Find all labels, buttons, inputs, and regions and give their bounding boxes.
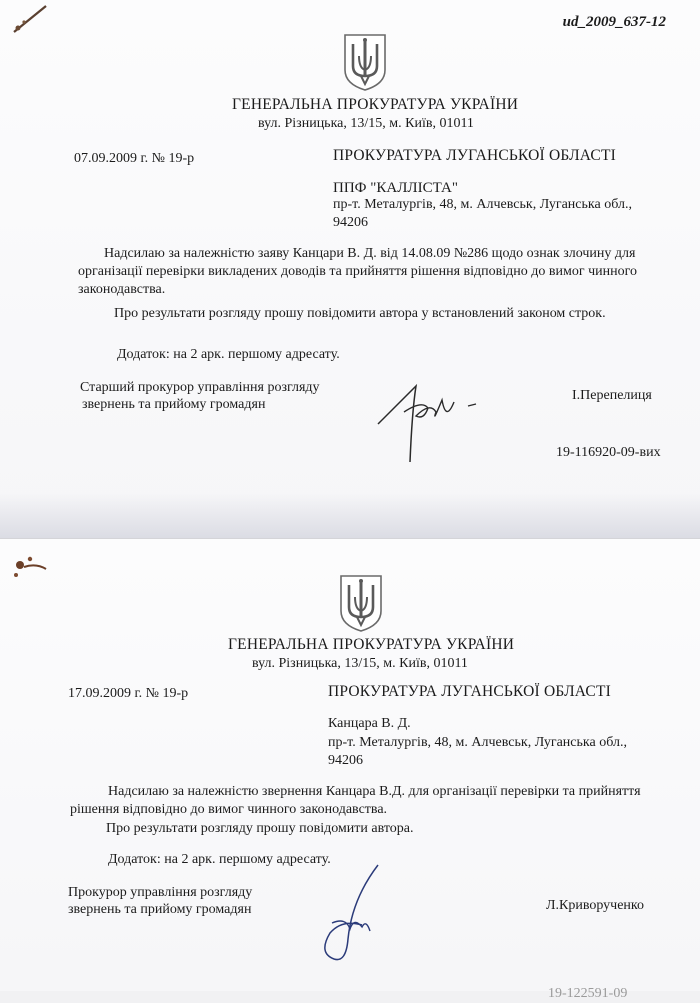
signer-title-line: звернень та прийому громадян: [68, 902, 252, 917]
recipient-secondary-address: пр-т. Металургів, 48, м. Алчевськ, Луганська обл.,: [328, 735, 627, 750]
attachment-note: Додаток: на 2 арк. першому адресату.: [108, 852, 331, 867]
handwritten-signature-1: [372, 372, 492, 472]
org-name: ГЕНЕРАЛЬНА ПРОКУРАТУРА УКРАЇНИ: [232, 96, 519, 113]
body-line: законодавства.: [78, 282, 166, 297]
recipient-primary: ПРОКУРАТУРА ЛУГАНСЬКОЇ ОБЛАСТІ: [328, 683, 611, 700]
recipient-secondary-postcode: 94206: [328, 753, 363, 768]
recipient-secondary-postcode: 94206: [333, 215, 368, 230]
signer-title-line: Старший прокурор управління розгляду: [80, 380, 320, 395]
ink-stain-mark: [6, 547, 56, 587]
recipient-primary: ПРОКУРАТУРА ЛУГАНСЬКОЇ ОБЛАСТІ: [333, 147, 616, 164]
trident-emblem-icon: [338, 573, 384, 633]
signer-title-line: Прокурор управління розгляду: [68, 885, 253, 900]
body-line: організації перевірки викладених доводів та прийняття рішення відповідно до вимог чинного: [78, 264, 638, 279]
trident-emblem-icon: [342, 32, 388, 92]
body-line: рішення відповідно до вимог чинного законодавства.: [70, 802, 388, 817]
body-line: Надсилаю за належністю звернення Канцара В.Д. для організації перевірки та прийняття: [108, 784, 641, 799]
recipient-secondary-name: ППФ "КАЛЛІСТА": [333, 180, 458, 196]
org-address: вул. Різницька, 13/15, м. Київ, 01011: [252, 656, 468, 671]
signer-name: Л.Криворученко: [546, 898, 644, 913]
document-reference: ud_2009_637-12: [562, 14, 666, 30]
recipient-secondary-address: пр-т. Металургів, 48, м. Алчевськ, Луганська обл.,: [333, 197, 632, 212]
date-number: 17.09.2009 г. № 19-р: [68, 686, 189, 701]
signer-name: І.Перепелиця: [572, 388, 652, 403]
date-number: 07.09.2009 г. № 19-р: [74, 151, 195, 166]
handwritten-signature-2: [312, 859, 392, 969]
ink-stain-mark: [10, 2, 50, 36]
outgoing-number: 19-122591-09: [548, 986, 628, 1001]
body-line: Надсилаю за належністю заяву Канцари В. Д. від 14.08.09 №286 щодо ознак злочину для: [104, 246, 636, 261]
body-paragraph: Про результати розгляду прошу повідомити автора.: [106, 821, 414, 836]
recipient-secondary-name: Канцара В. Д.: [328, 716, 411, 731]
outgoing-number: 19-116920-09-вих: [556, 445, 661, 460]
letter-2: [0, 538, 700, 1001]
org-address: вул. Різницька, 13/15, м. Київ, 01011: [258, 116, 474, 131]
signer-title-line: звернень та прийому громадян: [82, 397, 266, 412]
body-paragraph: Про результати розгляду прошу повідомити автора у встановлений законом строк.: [114, 306, 606, 321]
attachment-note: Додаток: на 2 арк. першому адресату.: [117, 347, 340, 362]
org-name: ГЕНЕРАЛЬНА ПРОКУРАТУРА УКРАЇНИ: [228, 636, 515, 653]
